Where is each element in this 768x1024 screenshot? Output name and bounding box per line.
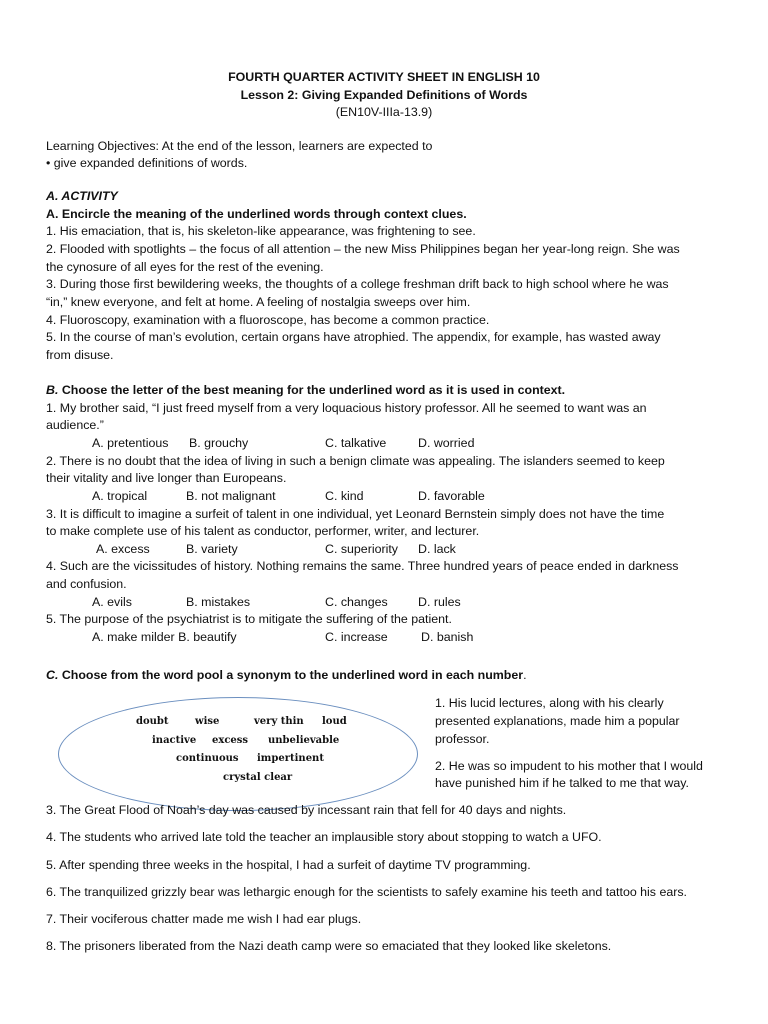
option-a[interactable]: A. pretentious — [92, 436, 169, 450]
option-a[interactable]: A. evils — [92, 595, 132, 609]
word-pool-item: continuous — [176, 753, 239, 764]
word-pool-item: crystal clear — [223, 772, 293, 783]
section-a-line: “in,” knew everyone, and felt at home. A feeling of nostalgia sweeps over him. — [46, 295, 471, 309]
option-b[interactable]: B. variety — [186, 542, 238, 556]
option-b[interactable]: B. grouchy — [189, 436, 249, 450]
option-a-b[interactable]: A. make milder B. beautify — [92, 630, 237, 644]
option-a[interactable]: A. tropical — [92, 489, 148, 503]
word-pool-item: inactive — [152, 735, 197, 746]
word-pool-item: loud — [322, 716, 347, 727]
question-c6: 6. The tranquilized grizzly bear was lethargic enough for the scientists to safely examine his teeth and tattoo his ears. — [46, 885, 687, 899]
option-c[interactable]: C. changes — [325, 595, 388, 609]
option-c[interactable]: C. superiority — [325, 542, 398, 556]
competency-code: (EN10V-IIIa-13.9) — [335, 105, 433, 119]
section-a-line: 1. His emaciation, that is, his skeleton-like appearance, was frightening to see. — [46, 224, 476, 238]
option-c[interactable]: C. increase — [325, 630, 388, 644]
question-c7: 7. Their vociferous chatter made me wish I had ear plugs. — [46, 912, 362, 926]
section-b-instruction — [46, 382, 565, 400]
section-a-line: 4. Fluoroscopy, examination with a fluoroscope, has become a common practice. — [46, 313, 490, 327]
option-d[interactable]: D. banish — [421, 630, 474, 644]
section-b-text: Choose the letter of the best meaning for the underlined word as it is used in context. — [58, 383, 566, 397]
option-d[interactable]: D. rules — [418, 595, 461, 609]
question-c1-cont: professor. — [435, 732, 490, 746]
section-a-line: the cynosure of all eyes for the rest of the evening. — [46, 260, 324, 274]
section-c-period: . — [523, 668, 527, 682]
option-d[interactable]: D. lack — [418, 542, 456, 556]
question-c4: 4. The students who arrived late told the teacher an implausible story about stopping to watch a UFO. — [46, 830, 602, 844]
word-pool-item: impertinent — [257, 753, 324, 764]
section-a-instruction: A. Encircle the meaning of the underlined words through context clues. — [46, 207, 467, 221]
question-c3: 3. The Great Flood of Noah’s day was caused by incessant rain that fell for 40 days and nights. — [46, 803, 567, 817]
question-c2: 2. He was so impudent to his mother that I would — [435, 759, 703, 773]
section-a-line: 3. During those first bewildering weeks, the thoughts of a college freshman drift back to high school where he was — [46, 277, 669, 291]
word-pool-item: wise — [195, 716, 220, 727]
question-b1-cont: audience.” — [46, 418, 104, 432]
option-b[interactable]: B. mistakes — [186, 595, 251, 609]
section-a-line: 2. Flooded with spotlights – the focus of all attention – the new Miss Philippines began her year-long reign. She was — [46, 242, 680, 256]
section-a-line: from disuse. — [46, 348, 114, 362]
question-b3-cont: to make complete use of his talent as conductor, performer, writer, and lecturer. — [46, 524, 480, 538]
question-b4: 4. Such are the vicissitudes of history. Nothing remains the same. Three hundred years of peace ended in darkness — [46, 559, 679, 573]
sheet-title: FOURTH QUARTER ACTIVITY SHEET IN ENGLISH 10 — [228, 70, 540, 84]
question-c5: 5. After spending three weeks in the hospital, I had a surfeit of daytime TV programming. — [46, 858, 531, 872]
word-pool-item: unbelievable — [268, 735, 340, 746]
objectives-intro: Learning Objectives: At the end of the lesson, learners are expected to — [46, 139, 433, 153]
question-b1: 1. My brother said, “I just freed myself from a very loquacious history professor. All he seemed to want was an — [46, 401, 647, 415]
question-b5: 5. The purpose of the psychiatrist is to mitigate the suffering of the patient. — [46, 612, 452, 626]
word-pool-item: doubt — [136, 716, 169, 727]
question-c2-cont: have punished him if he talked to me that way. — [435, 776, 689, 790]
option-c[interactable]: C. kind — [325, 489, 364, 503]
question-c1: 1. His lucid lectures, along with his clearly — [435, 696, 664, 710]
section-c-letter: C. — [46, 668, 59, 682]
section-b-letter: B. — [46, 383, 59, 397]
word-pool-item: excess — [212, 735, 249, 746]
section-c-text: Choose from the word pool a synonym to the underlined word in each number — [58, 668, 524, 682]
question-b3: 3. It is difficult to imagine a surfeit of talent in one individual, yet Leonard Bernstein simply does not have the time — [46, 507, 665, 521]
option-c[interactable]: C. talkative — [325, 436, 387, 450]
word-pool-item: very thin — [254, 716, 304, 727]
question-b2-cont: their vitality and live longer than Europeans. — [46, 471, 287, 485]
objective-item: • give expanded definitions of words. — [46, 156, 248, 170]
option-d[interactable]: D. favorable — [418, 489, 485, 503]
section-c-instruction — [46, 667, 527, 685]
lesson-title: Lesson 2: Giving Expanded Definitions of Words — [240, 88, 528, 102]
option-d[interactable]: D. worried — [418, 436, 475, 450]
question-c8: 8. The prisoners liberated from the Nazi death camp were so emaciated that they looked like skeletons. — [46, 939, 612, 953]
section-a-line: 5. In the course of man’s evolution, certain organs have atrophied. The appendix, for example, has wasted away — [46, 330, 661, 344]
question-b2: 2. There is no doubt that the idea of living in such a benign climate was appealing. The islanders seemed to keep — [46, 454, 665, 468]
option-a[interactable]: A. excess — [96, 542, 150, 556]
question-c1-cont: presented explanations, made him a popular — [435, 714, 680, 728]
option-b[interactable]: B. not malignant — [186, 489, 276, 503]
question-b4-cont: and confusion. — [46, 577, 127, 591]
section-a-heading: A. ACTIVITY — [46, 189, 118, 203]
